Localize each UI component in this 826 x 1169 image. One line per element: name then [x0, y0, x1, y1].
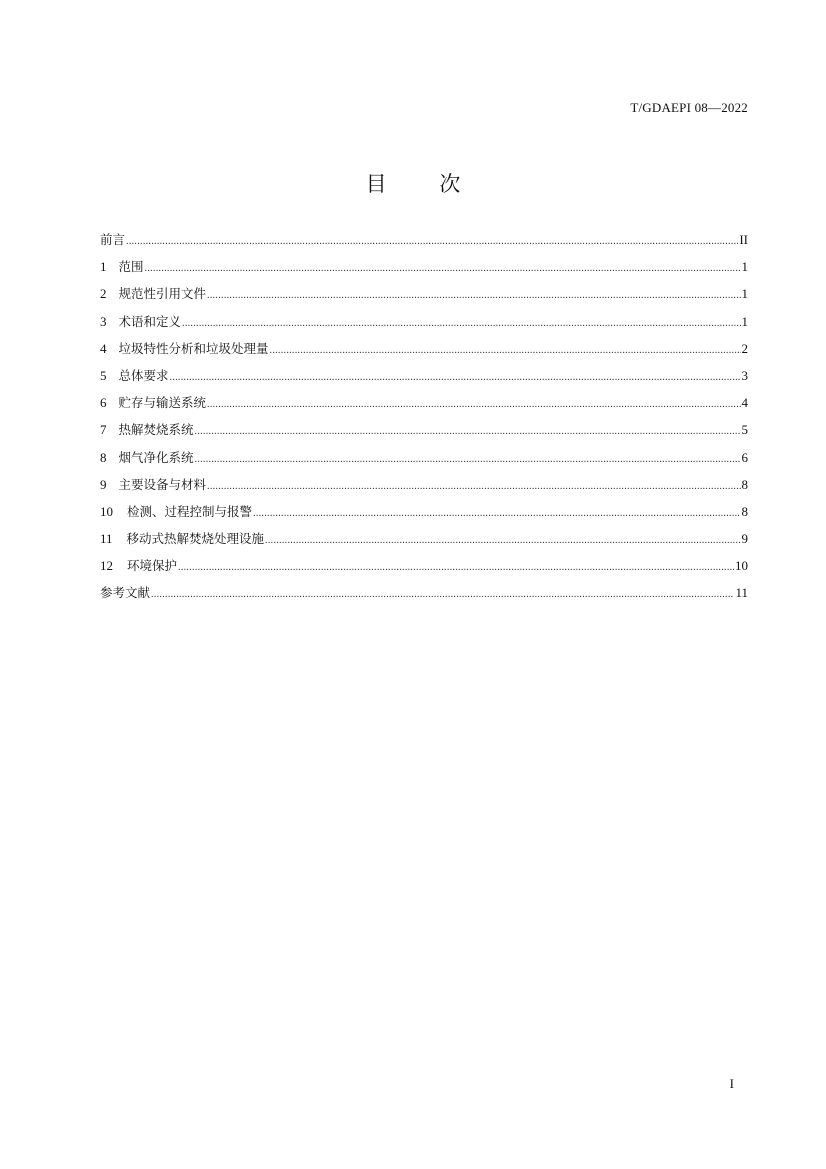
toc-entry-number: 10: [100, 503, 113, 519]
toc-entry-title: 前言: [100, 232, 126, 247]
dot-leader: [195, 423, 741, 441]
toc-entry-1[interactable]: [100, 258, 748, 285]
toc-entry-9[interactable]: [100, 476, 748, 503]
dot-leader: [195, 451, 741, 469]
toc-entry-3[interactable]: [100, 313, 748, 340]
standard-code: T/GDAEPI 08—2022: [630, 100, 748, 115]
toc-entry-number: 12: [100, 558, 113, 574]
page-number: I: [729, 1076, 734, 1091]
toc-entry-page: 3: [741, 367, 748, 383]
toc-entry-page: II: [739, 232, 748, 247]
toc-entry-title: 热解焚烧系统: [118, 422, 194, 438]
dot-leader: [207, 478, 740, 496]
dot-leader: [253, 505, 740, 523]
toc-entry-references[interactable]: [100, 584, 748, 611]
toc-entry-title: 检测、过程控制与报警: [127, 503, 253, 519]
toc-entry-5[interactable]: [100, 367, 748, 394]
toc-entry-page: 6: [741, 449, 748, 465]
toc-entry-2[interactable]: [100, 285, 748, 312]
dot-leader: [178, 559, 734, 577]
toc-entry-number: 1: [100, 259, 107, 275]
toc-entry-number: 4: [100, 340, 107, 356]
toc-entry-page: 5: [741, 422, 748, 438]
toc-entry-number: 7: [100, 422, 107, 438]
toc-entry-title: 术语和定义: [118, 313, 182, 329]
toc-entry-title: 垃圾特性分析和垃圾处理量: [118, 340, 269, 356]
toc-entry-number: 8: [100, 449, 107, 465]
dot-leader: [265, 532, 740, 550]
toc-entry-title: 贮存与输送系统: [118, 395, 207, 411]
toc-entry-title: 参考文献: [100, 585, 151, 601]
toc-entry-title: 主要设备与材料: [118, 476, 207, 492]
toc-entry-title: 烟气净化系统: [118, 449, 194, 465]
toc-entry-10[interactable]: [100, 503, 748, 530]
toc-entry-number: 3: [100, 313, 107, 329]
dot-leader: [151, 586, 734, 604]
toc-entry-title: 环境保护: [127, 558, 178, 574]
toc-entry-page: 1: [741, 259, 748, 275]
dot-leader: [207, 396, 740, 414]
toc-entry-title: 规范性引用文件: [118, 286, 207, 302]
toc-entry-page: 2: [741, 340, 748, 356]
toc-entry-12[interactable]: [100, 557, 748, 584]
toc-entry-8[interactable]: [100, 449, 748, 476]
toc-entry-page: 1: [741, 313, 748, 329]
toc-entry-number: 6: [100, 395, 107, 411]
toc-entry-page: 10: [735, 558, 748, 574]
toc-entry-title: 移动式热解焚烧处理设施: [126, 531, 265, 547]
dot-leader: [270, 342, 741, 360]
dot-leader: [207, 287, 740, 305]
toc-entry-foreword[interactable]: [100, 231, 748, 258]
toc-entry-page: 8: [741, 476, 748, 492]
toc-entry-page: 1: [741, 286, 748, 302]
toc-entry-number: 11: [100, 531, 113, 547]
toc-title: 目 次: [365, 172, 461, 196]
toc-entry-page: 11: [735, 585, 748, 601]
dot-leader: [182, 315, 740, 333]
toc-entry-number: 5: [100, 367, 107, 383]
toc-entry-title: 总体要求: [118, 367, 169, 383]
toc-entry-number: 9: [100, 476, 107, 492]
toc-entry-number: 2: [100, 286, 107, 302]
toc-entry-page: 4: [741, 395, 748, 411]
toc-entry-6[interactable]: [100, 394, 748, 421]
dot-leader: [170, 369, 741, 387]
toc-entry-7[interactable]: [100, 421, 748, 448]
toc-entry-4[interactable]: [100, 340, 748, 367]
toc-entry-page: 8: [741, 503, 748, 519]
toc-entry-title: 范围: [118, 259, 144, 275]
dot-leader: [145, 260, 741, 278]
toc-entry-11[interactable]: [100, 530, 748, 557]
dot-leader: [126, 233, 738, 251]
table-of-contents: [100, 231, 748, 612]
toc-entry-page: 9: [741, 531, 748, 547]
